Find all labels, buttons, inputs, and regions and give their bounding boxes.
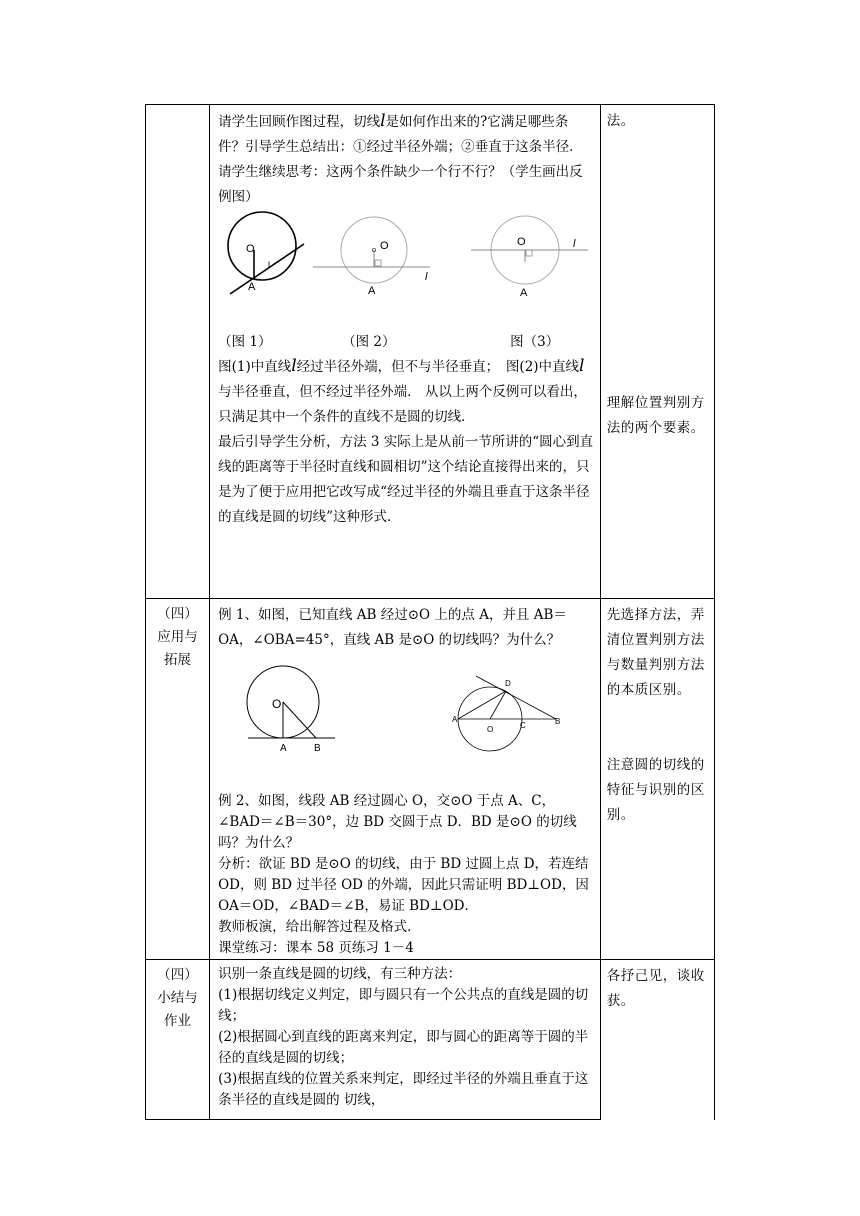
lesson-table <box>145 104 715 1120</box>
svg-text:B: B <box>555 717 561 726</box>
counterexample-figures <box>218 210 594 330</box>
svg-text:l: l <box>425 271 428 283</box>
svg-text:A: A <box>368 285 376 297</box>
svg-text:O: O <box>517 236 526 248</box>
svg-text:O: O <box>246 243 255 255</box>
paragraph: 图(1)中直线l经过半径外端，但不与半径垂直； 图(2)中直线l与半径垂直，但不经过半径外端． 从以上两个反例可以看出，只满足其中一个条件的直线不是圆的切线． <box>218 356 587 425</box>
note-text: 先选择方法，弄清位置判别方法与数量判别方法的本质区别。 <box>606 607 705 698</box>
svg-text:O: O <box>487 725 494 734</box>
example-figures <box>218 653 594 763</box>
analysis: 分析：欲证 BD 是⊙O 的切线，由于 BD 过圆上点 D，若连结 OD，则 BD 过半径 OD 的外端，因此只需证明 BD⊥OD，因 OA＝OD，∠BAD＝∠B，易证 BD⊥OD． <box>218 856 589 914</box>
stage-cell: （四）小结与作业 <box>146 960 210 1120</box>
svg-text:A: A <box>280 743 287 754</box>
paragraph: 最后引导学生分析，方法 3 实际上是从前一节所讲的“圆心到直线的距离等于半径时直线和圆相切”这个结论直接得出来的，只是为了便于应用把它改写成“经过半径的外端且垂直于这条半径的直线是圆的切线”这种形式． <box>218 434 594 525</box>
example-1: 例 1、如图，已知直线 AB 经过⊙O 上的点 A，并且 AB＝OA，∠OBA=45°，直线 AB 是⊙O 的切线吗？为什么？ <box>218 607 567 648</box>
note-cell <box>600 105 714 599</box>
practice: 课堂练习：课本 58 页练习 1－4 <box>218 940 414 956</box>
svg-text:B: B <box>314 743 321 754</box>
note-text: 法。 <box>606 113 635 129</box>
stage-cell <box>146 105 210 599</box>
svg-text:l: l <box>268 260 271 270</box>
teacher-note: 教师板演，给出解答过程及格式． <box>218 919 421 935</box>
example-2: 例 2、如图，线段 AB 经过圆心 O，交⊙O 于点 A、C，∠BAD＝∠B＝30°，边 BD 交圆于点 D．BD 是⊙O 的切线吗？为什么？ <box>218 793 577 851</box>
note-text: 注意圆的切线的特征与识别的区别。 <box>606 757 705 823</box>
svg-text:A: A <box>248 281 256 293</box>
paragraph: 请学生回顾作图过程，切线l是如何作出来的?它满足哪些条件？引导学生总结出：①经过半径外端；②垂直于这条半径． <box>218 111 583 155</box>
svg-text:A: A <box>520 287 528 299</box>
svg-text:O: O <box>272 697 282 711</box>
svg-text:l: l <box>573 238 576 250</box>
table-row <box>146 960 715 1120</box>
note-cell <box>600 960 714 1120</box>
summary-intro: 识别一条直线是圆的切线，有三种方法： <box>218 966 462 982</box>
paragraph: 请学生继续思考：这两个条件缺少一个行不行？（学生画出反例图） <box>218 164 583 205</box>
method-1: (1)根据切线定义判定，即与圆只有一个公共点的直线是圆的切线； <box>218 987 589 1024</box>
method-2: (2)根据圆心到直线的距离来判定，即与圆心的距离等于圆的半径的直线是圆的切线； <box>218 1029 589 1066</box>
figure-captions <box>218 330 594 354</box>
content-cell <box>210 960 601 1120</box>
content-cell <box>210 599 601 960</box>
caption-fig1: （图 1） <box>218 334 272 350</box>
example-diagram <box>218 653 602 763</box>
note-text: 理解位置判别方法的两个要素。 <box>606 395 705 436</box>
table-row <box>146 105 715 599</box>
svg-text:D: D <box>505 679 511 688</box>
table-row <box>146 599 715 960</box>
method-3: (3)根据直线的位置关系来判定，即经过半径的外端且垂直于这条半径的直线是圆的 切线， <box>218 1071 589 1108</box>
note-text: 各抒己见，谈收获。 <box>606 968 705 1009</box>
stage-cell: （四）应用与拓展 <box>146 599 210 960</box>
note-cell <box>600 599 714 960</box>
caption-fig2: （图 2） <box>342 334 396 350</box>
svg-text:A: A <box>452 715 458 724</box>
counterexample-diagram <box>218 210 602 330</box>
svg-text:C: C <box>520 721 526 730</box>
caption-fig3: 图（3） <box>510 334 560 350</box>
svg-text:O: O <box>380 240 389 252</box>
content-cell <box>210 105 601 599</box>
